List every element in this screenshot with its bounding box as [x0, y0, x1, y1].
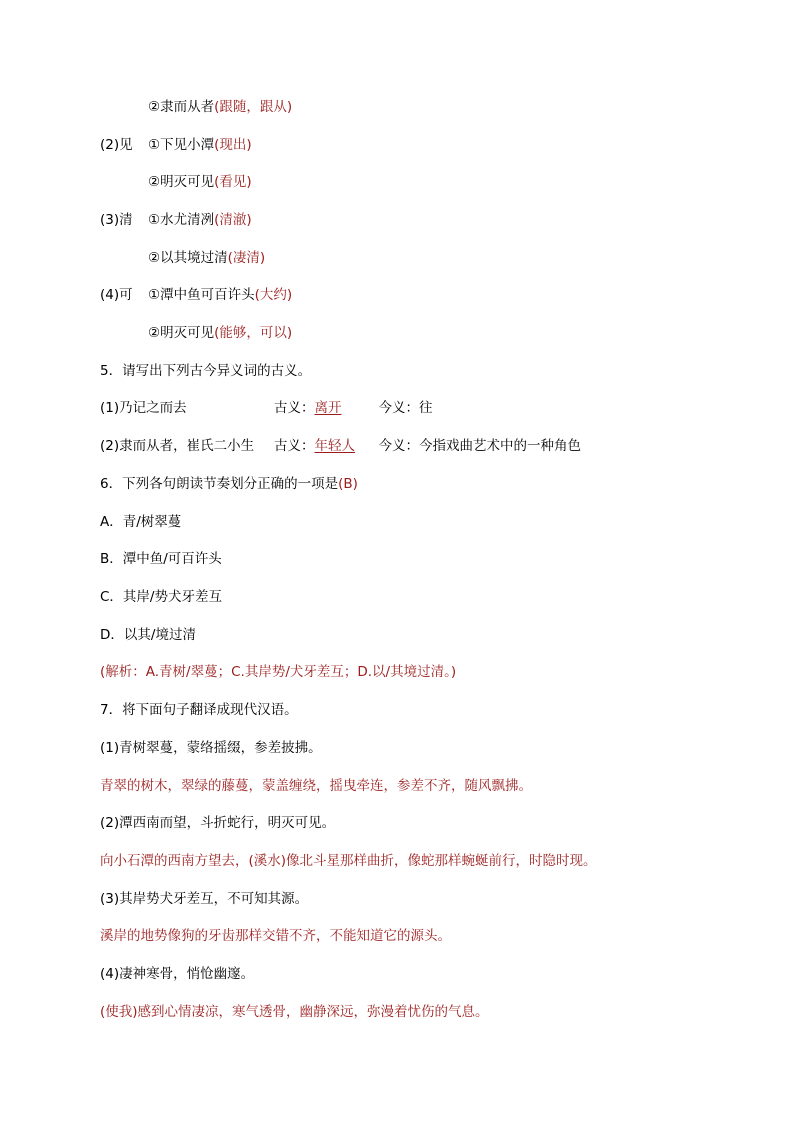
answer-text: (凄清)	[227, 250, 266, 266]
cong-meaning-2: ②隶而从者(跟随，跟从)	[148, 99, 293, 115]
word-label: (3)清	[100, 212, 133, 228]
q5-row-1: (1)乃记之而去 古义：离开 今义：往	[100, 400, 433, 416]
answer-text: (清澈)	[214, 212, 252, 228]
q7-question-4: (4)凄神寒骨，悄怆幽邃。	[100, 966, 255, 982]
q6-option-d: D．以其/境过清	[100, 627, 196, 643]
word-qing-1: (3)清 ①水尤清冽(清澈)	[100, 212, 252, 228]
q6-title: 6．下列各句朗读节奏划分正确的一项是(B)	[100, 476, 358, 492]
q7-answer-3: 溪岸的地势像狗的牙齿那样交错不齐，不能知道它的源头。	[100, 928, 451, 944]
answer-text: (看见)	[214, 174, 252, 190]
word-qing-2: ②以其境过清(凄清)	[148, 250, 266, 266]
answer-text: (大约)	[254, 287, 293, 303]
word-jian-2: ②明灭可见(看见)	[148, 174, 252, 190]
q6-option-a: A．青/树翠蔓	[100, 514, 182, 530]
word-ke-1: (4)可 ①潭中鱼可百许头(大约)	[100, 287, 293, 303]
q7-question-3: (3)其岸势犬牙差互，不可知其源。	[100, 891, 309, 907]
answer-text: (跟随，跟从)	[214, 99, 293, 115]
q7-answer-2: 向小石潭的西南方望去，(溪水)像北斗星那样曲折，像蛇那样蜿蜒前行，时隐时现。	[100, 853, 597, 869]
q6-answer: (B)	[338, 476, 358, 492]
q5-title: 5．请写出下列古今异义词的古义。	[100, 363, 312, 379]
q6-option-c: C．其岸/势犬牙差互	[100, 589, 222, 605]
gu-answer: 年轻人	[314, 438, 355, 454]
q6-analysis: (解析：A.青树/翠蔓；C.其岸势/犬牙差互；D.以/其境过清。)	[100, 664, 457, 680]
word-jian-1: (2)见 ①下见小潭(现出)	[100, 137, 252, 153]
answer-text: (能够，可以)	[214, 325, 293, 341]
q7-question-2: (2)潭西南而望，斗折蛇行，明灭可见。	[100, 815, 336, 831]
q7-answer-4: (使我)感到心情凄凉，寒气透骨，幽静深远，弥漫着忧伤的气息。	[100, 1004, 489, 1020]
q7-answer-1: 青翠的树木，翠绿的藤蔓，蒙盖缠绕，摇曳牵连，参差不齐，随风飘拂。	[100, 778, 532, 794]
word-ke-2: ②明灭可见(能够，可以)	[148, 325, 293, 341]
q7-question-1: (1)青树翠蔓，蒙络摇缀，参差披拂。	[100, 740, 322, 756]
q5-row-2: (2)隶而从者，崔氏二小生 古义：年轻人 今义：今指戏曲艺术中的一种角色	[100, 438, 581, 454]
word-label: (2)见	[100, 137, 133, 153]
answer-text: (现出)	[214, 137, 252, 153]
word-label: (4)可	[100, 287, 133, 303]
gu-answer: 离开	[314, 400, 342, 416]
q6-option-b: B．潭中鱼/可百许头	[100, 551, 222, 567]
q7-title: 7．将下面句子翻译成现代汉语。	[100, 702, 298, 718]
